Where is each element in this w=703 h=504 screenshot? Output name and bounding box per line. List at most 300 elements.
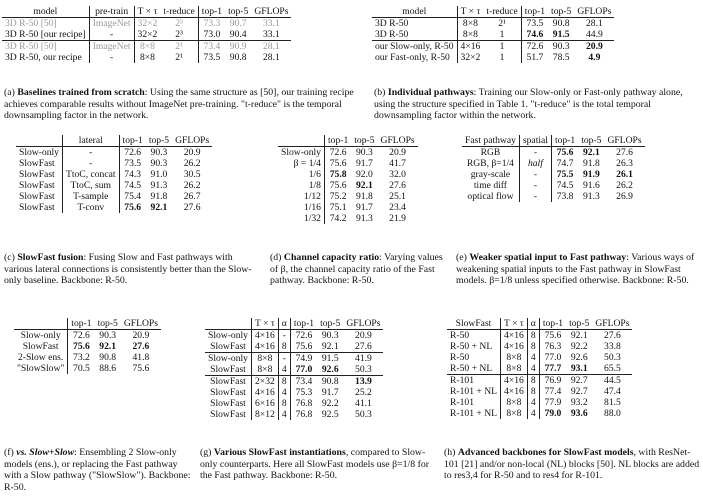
table-row xyxy=(372,18,614,30)
table-cell: SlowFast xyxy=(16,202,62,213)
table-cell: 77.0 xyxy=(544,352,562,363)
caption-text: (a) xyxy=(4,87,15,98)
table-cell: SlowFast xyxy=(205,409,251,420)
table-cell: 8 xyxy=(278,398,290,409)
caption-title: Advanced backbones for SlowFast models xyxy=(457,447,634,458)
table-cell: SlowFast xyxy=(16,158,62,169)
table-row xyxy=(447,375,632,387)
table-cell: 90.9 xyxy=(225,41,251,53)
caption-title: Individual pathways xyxy=(387,87,474,98)
col-header: α xyxy=(278,318,290,330)
table-cell: SlowFast xyxy=(205,341,251,353)
table-cell: 91.7 xyxy=(355,202,373,213)
table-cell: 4×16 xyxy=(500,341,527,352)
table-cell: 90.8 xyxy=(229,52,247,63)
table-row xyxy=(16,169,212,180)
table-cell: 3D R-50 [50] xyxy=(2,18,89,30)
table-cell: 4×16 xyxy=(251,387,278,398)
table-cell: 1/32 xyxy=(278,213,324,224)
table-cell: R-101 xyxy=(447,375,500,387)
caption-text: (c) xyxy=(4,252,15,263)
table-cell: R-50 + NL xyxy=(447,341,500,352)
table-cell: 50.3 xyxy=(604,352,621,363)
table-cell: 4 xyxy=(527,408,539,419)
table-cell: 4.9 xyxy=(588,52,601,63)
table-h-panel xyxy=(447,318,632,419)
col-header: model xyxy=(372,6,457,18)
col-header: GFLOPs xyxy=(574,6,614,18)
table-cell: 78.5 xyxy=(552,52,570,63)
table-cell: 27.6 xyxy=(183,202,201,213)
table-cell: 90.4 xyxy=(229,29,247,40)
table-g-panel xyxy=(205,318,383,420)
table-cell: 3D R-50, our recipe xyxy=(2,52,89,63)
col-header: top-5 xyxy=(225,6,251,18)
table-cell: Slow-only xyxy=(205,353,251,365)
table-cell: RGB xyxy=(462,147,519,159)
table-row xyxy=(278,213,418,224)
col-header: top-5 xyxy=(351,135,377,147)
table-cell: 90.3 xyxy=(150,147,168,158)
col-header: top-1 xyxy=(539,318,566,330)
col-header: GFLOPs xyxy=(251,6,291,18)
table-cell: 91.3 xyxy=(582,191,600,202)
table-cell: Slow-only xyxy=(14,330,68,342)
table-cell: 27.6 xyxy=(132,341,150,352)
table-cell: 26.3 xyxy=(616,158,633,169)
table-cell: 25.1 xyxy=(389,191,406,202)
table-cell: 70.5 xyxy=(73,363,90,374)
table-cell: R-101 xyxy=(447,397,500,408)
col-header: top-1 xyxy=(324,135,351,147)
col-header: top-1 xyxy=(290,318,317,330)
table-cell: 75.1 xyxy=(329,202,347,213)
table-cell: 75.6 xyxy=(73,341,90,352)
table-cell: SlowFast xyxy=(16,191,62,202)
table-row xyxy=(205,341,383,353)
caption-text: (g) xyxy=(200,447,212,458)
table-cell: SlowFast xyxy=(16,169,62,180)
table-cell: 90.3 xyxy=(99,330,117,341)
table-cell: time diff xyxy=(462,180,519,191)
table-cell: 88.6 xyxy=(99,363,117,374)
table-row xyxy=(372,41,614,53)
table-cell: 92.2 xyxy=(570,341,588,352)
table-cell: 93.6 xyxy=(570,408,588,419)
table-a-panel xyxy=(2,6,291,63)
table-cell: our Fast-only, R-50 xyxy=(372,52,457,63)
caption-f xyxy=(4,447,196,493)
table-cell: - xyxy=(519,169,551,180)
table-row xyxy=(205,409,383,420)
table-cell: 33.1 xyxy=(262,29,280,40)
col-header xyxy=(278,135,324,147)
table-cell: 2-Slow ens. xyxy=(14,352,68,363)
table-cell: - xyxy=(89,52,134,63)
col-header: GFLOPs xyxy=(592,318,632,330)
table-cell: gray-scale xyxy=(462,169,519,180)
table-cell: 44.9 xyxy=(585,29,603,40)
table-e-panel xyxy=(462,135,645,202)
table-cell: 92.1 xyxy=(355,180,373,191)
table-cell: 2³ xyxy=(160,29,198,41)
table-cell: 41.9 xyxy=(343,353,383,365)
table-cell: 91.9 xyxy=(582,169,600,180)
table-row xyxy=(447,397,632,408)
caption-text: , with ResNet-101 [21] and/or non-local (NL) blocks [50]. NL blocks are added to res3,4 for R-50 and to res4 for R-101. xyxy=(444,447,700,482)
table-row xyxy=(16,147,212,159)
table-cell: 8 xyxy=(278,376,290,388)
caption-h xyxy=(444,447,700,482)
table-cell: 93.2 xyxy=(570,397,588,408)
caption-text: : Varying values of β, the channel capacity ratio of the Fast pathway. Backbone: R-50. xyxy=(270,252,443,287)
table-row xyxy=(462,180,645,191)
col-header: GFLOPs xyxy=(172,135,212,147)
table-cell: 88.0 xyxy=(604,408,621,419)
table-cell: 8 xyxy=(278,341,290,353)
table-row xyxy=(205,387,383,398)
table-cell: 27.6 xyxy=(389,180,406,191)
table-cell: 2¹ xyxy=(160,41,198,53)
table-cell: 33.1 xyxy=(262,18,280,29)
table-row xyxy=(462,158,645,169)
table-cell: 26.2 xyxy=(616,180,633,191)
table-cell: β = 1/4 xyxy=(278,158,324,169)
col-header xyxy=(16,135,62,147)
table-cell: 72.6 xyxy=(329,147,347,158)
table-cell: 1/8 xyxy=(278,180,324,191)
col-header: t-reduce xyxy=(160,6,198,18)
table-cell: 4 xyxy=(527,397,539,408)
table-cell: - xyxy=(62,158,119,169)
col-header: Fast pathway xyxy=(462,135,519,147)
table-cell: 74.6 xyxy=(526,29,544,40)
table-cell: - xyxy=(278,330,290,342)
table-cell: R-50 xyxy=(447,330,500,342)
table-row xyxy=(447,408,632,419)
table-cell: ImageNet xyxy=(89,41,134,53)
table-cell: - xyxy=(278,353,290,365)
table-cell: 13.9 xyxy=(343,376,383,388)
table-cell: 93.1 xyxy=(570,363,588,374)
table-cell: 91.8 xyxy=(150,191,168,202)
table-cell: 1/6 xyxy=(278,169,324,180)
col-header: top-5 xyxy=(548,6,574,18)
caption-text: : Fusing Slow and Fast pathways with various lateral connections is consistently better than the Slow-only baseline. Backbone: R-50. xyxy=(4,252,252,287)
col-header: top-1 xyxy=(198,6,225,18)
table-cell: 30.5 xyxy=(183,169,201,180)
table-cell: 92.0 xyxy=(355,169,373,180)
table-cell: 4 xyxy=(278,364,290,376)
table-cell: 90.3 xyxy=(321,330,339,341)
table-row xyxy=(278,191,418,202)
table-cell: 20.9 xyxy=(132,330,150,341)
table-row xyxy=(447,363,632,375)
caption-c xyxy=(4,252,262,287)
table-cell: 8×8 xyxy=(500,397,527,408)
table-row xyxy=(278,169,418,180)
table-cell: 1 xyxy=(483,41,521,53)
col-header: T × τ xyxy=(457,6,483,18)
table-cell: Slow-only xyxy=(205,330,251,342)
table-cell: 91.8 xyxy=(355,191,373,202)
table-cell: 4 xyxy=(278,409,290,420)
table-row xyxy=(462,191,645,202)
table-cell: 3D R-50 xyxy=(372,18,457,30)
table-cell: 75.8 xyxy=(329,169,347,180)
table-row xyxy=(14,363,161,374)
col-header: GFLOPs xyxy=(378,135,418,147)
table-cell: 4×16 xyxy=(457,41,483,53)
table-cell: 90.8 xyxy=(317,376,343,388)
table-cell: 76.8 xyxy=(295,398,313,409)
table-cell: Slow-only xyxy=(16,147,62,159)
table-row xyxy=(205,330,383,342)
table-cell: 8×8 xyxy=(139,52,155,63)
table-cell: 91.8 xyxy=(582,158,600,169)
table-cell: 90.8 xyxy=(552,18,570,29)
table-cell: 51.7 xyxy=(526,52,544,63)
table-cell: 77.4 xyxy=(544,386,562,397)
caption-title: SlowFast fusion xyxy=(17,252,84,263)
table-cell: 1/12 xyxy=(278,191,324,202)
col-header: GFLOPs xyxy=(343,318,383,330)
caption-title: vs. Slow+Slow xyxy=(16,447,75,458)
table-cell: 21.9 xyxy=(389,213,406,224)
table-row xyxy=(462,147,645,159)
table-cell: 2×32 xyxy=(251,376,278,388)
table-cell: 47.4 xyxy=(604,386,621,397)
table-cell: 32×2 xyxy=(137,29,158,40)
caption-b xyxy=(374,87,696,122)
table-cell: 74.5 xyxy=(556,180,574,191)
table-row xyxy=(205,398,383,409)
table-row xyxy=(16,202,212,213)
table-cell: 74.5 xyxy=(124,180,142,191)
table-cell: "SlowSlow" xyxy=(14,363,68,374)
caption-g xyxy=(200,447,436,482)
table-cell: 4 xyxy=(278,387,290,398)
col-header: T × τ xyxy=(500,318,527,330)
table-cell: 32×2 xyxy=(460,52,481,63)
table-cell: 73.5 xyxy=(203,52,221,63)
table-cell: SlowFast xyxy=(205,364,251,376)
table-cell: - xyxy=(89,29,134,41)
caption-a xyxy=(4,87,354,122)
table-cell: 76.3 xyxy=(544,341,562,352)
table-cell: 91.3 xyxy=(150,180,168,191)
table-row xyxy=(16,158,212,169)
table-cell: SlowFast xyxy=(14,341,68,352)
table-f-panel xyxy=(14,318,161,374)
col-header: top-1 xyxy=(119,135,146,147)
table-cell: 77.7 xyxy=(544,363,562,374)
table-cell: 3D R-50 [50] xyxy=(2,41,89,53)
table-d xyxy=(278,135,418,224)
table-cell: 92.6 xyxy=(321,364,339,375)
table-cell: - xyxy=(519,180,551,191)
table-row xyxy=(447,341,632,352)
table-cell: 73.8 xyxy=(556,191,574,202)
col-header: T × τ xyxy=(251,318,278,330)
table-cell: 72.6 xyxy=(521,41,548,53)
table-cell: 8×8 xyxy=(462,18,478,29)
table-cell: 8×12 xyxy=(251,409,278,420)
table-cell: 75.6 xyxy=(544,330,562,341)
table-cell: 91.0 xyxy=(150,169,168,180)
table-row xyxy=(462,169,645,180)
table-cell: 90.3 xyxy=(150,158,168,169)
table-cell: 75.6 xyxy=(329,158,347,169)
col-header: top-5 xyxy=(578,135,604,147)
table-cell: 75.2 xyxy=(329,191,347,202)
table-cell: T-conv xyxy=(62,202,119,213)
table-cell: 75.6 xyxy=(124,202,142,213)
col-header: lateral xyxy=(62,135,119,147)
caption-title: Channel capacity ratio xyxy=(283,252,380,263)
table-cell: 28.1 xyxy=(251,41,291,53)
table-cell: 41.7 xyxy=(389,158,406,169)
col-header: pre-train xyxy=(89,6,134,18)
caption-d xyxy=(270,252,448,287)
table-cell: 2¹ xyxy=(160,52,198,63)
table-cell: 50.3 xyxy=(355,409,372,420)
table-cell: 41.1 xyxy=(355,398,372,409)
table-cell: 20.9 xyxy=(183,147,201,158)
caption-text: (h) xyxy=(444,447,456,458)
table-cell: 26.2 xyxy=(183,180,201,191)
col-header: top-5 xyxy=(95,318,121,330)
col-header: top-5 xyxy=(146,135,172,147)
table-cell: 4 xyxy=(527,363,539,375)
table-cell: 4×16 xyxy=(500,375,527,387)
table-cell: 20.9 xyxy=(355,330,372,341)
table-cell: 4×16 xyxy=(500,330,527,342)
table-cell: 91.3 xyxy=(355,213,373,224)
table-cell: 77.9 xyxy=(544,397,562,408)
table-row xyxy=(372,29,614,41)
table-row xyxy=(278,147,418,159)
table-cell: our Slow-only, R-50 xyxy=(372,41,457,53)
table-row xyxy=(16,191,212,202)
table-cell: 32×2 xyxy=(137,18,158,29)
table-cell: 75.6 xyxy=(295,341,313,352)
table-cell: 8 xyxy=(527,386,539,397)
table-cell: 91.6 xyxy=(582,180,600,191)
table-cell: 92.1 xyxy=(99,341,117,352)
table-cell: ImageNet xyxy=(89,18,134,30)
table-cell: R-50 + NL xyxy=(447,363,500,375)
caption-title: Weaker spatial input to Fast pathway xyxy=(469,252,627,263)
table-cell: SlowFast xyxy=(16,180,62,191)
table-cell: R-101 + NL xyxy=(447,408,500,419)
col-header xyxy=(14,318,68,330)
table-f xyxy=(14,318,161,374)
caption-text: , compared to Slow-only counterparts. Here all SlowFast models use β=1/8 for the Fast pathway. Backbone: R-50. xyxy=(200,447,429,482)
table-cell: 41.8 xyxy=(132,352,150,363)
table-cell: 20.9 xyxy=(389,147,406,158)
caption-text: : Using the same structure as [50], our training recipe achieves comparable results without ImageNet pre-training. "t-reduce" is the temporal downsampling factor in the network. xyxy=(4,87,354,122)
table-cell: 2¹ xyxy=(483,18,521,30)
table-cell: - xyxy=(519,147,551,159)
table-b-panel xyxy=(372,6,614,63)
table-cell: 28.1 xyxy=(262,52,280,63)
table-cell: 74.2 xyxy=(329,213,347,224)
table-cell: 3D R-50 xyxy=(372,29,457,41)
table-cell: 8×8 xyxy=(500,363,527,375)
table-cell: 8 xyxy=(527,341,539,352)
table-cell: RGB, β=1/4 xyxy=(462,158,519,169)
table-cell: 1/16 xyxy=(278,202,324,213)
table-cell: 27.6 xyxy=(616,147,633,158)
table-cell: - xyxy=(62,147,119,159)
table-cell: TtoC, sum xyxy=(62,180,119,191)
table-cell: 73.2 xyxy=(73,352,90,363)
table-cell: 2³ xyxy=(160,18,198,30)
table-cell: 73.0 xyxy=(203,29,221,40)
table-cell: 32.0 xyxy=(389,169,406,180)
table-row xyxy=(372,52,614,63)
caption-text: (f) xyxy=(4,447,14,458)
table-cell: 92.5 xyxy=(321,409,339,420)
table-cell: 73.5 xyxy=(124,158,142,169)
table-cell: 44.5 xyxy=(592,375,632,387)
table-cell: 8×8 xyxy=(500,408,527,419)
table-cell: 91.7 xyxy=(355,158,373,169)
table-cell: 4×16 xyxy=(500,386,527,397)
table-cell: 75.4 xyxy=(124,191,142,202)
table-row xyxy=(16,180,212,191)
table-cell: 20.9 xyxy=(574,41,614,53)
col-header: t-reduce xyxy=(483,6,521,18)
table-cell: 92.1 xyxy=(570,330,588,341)
caption-text: : Ensembling 2 Slow-only models (ens.), or replacing the Fast pathway with a Slow pathway ("SlowSlow"). Backbone: R-50. xyxy=(4,447,191,493)
table-row xyxy=(2,41,291,53)
table-cell: 77.0 xyxy=(295,364,313,375)
table-cell: 3D R-50 [our recipe] xyxy=(2,29,89,41)
table-cell: 8 xyxy=(527,375,539,387)
table-cell: 28.1 xyxy=(585,18,603,29)
table-cell: optical flow xyxy=(462,191,519,202)
table-cell: 25.2 xyxy=(355,387,372,398)
col-header: model xyxy=(2,6,89,18)
col-header: GFLOPs xyxy=(604,135,644,147)
table-cell: 92.6 xyxy=(570,352,588,363)
table-cell: 26.2 xyxy=(183,158,201,169)
table-cell: 8×8 xyxy=(134,41,160,53)
table-c xyxy=(16,135,212,213)
table-cell: SlowFast xyxy=(205,398,251,409)
table-cell: 26.9 xyxy=(616,191,633,202)
table-row xyxy=(447,330,632,342)
table-cell: - xyxy=(519,191,551,202)
table-row xyxy=(2,29,291,41)
table-cell: 92.2 xyxy=(321,398,339,409)
table-cell: 8×8 xyxy=(500,352,527,363)
table-cell: half xyxy=(519,158,551,169)
table-cell: 74.9 xyxy=(290,353,317,365)
table-row xyxy=(205,353,383,365)
table-cell: 73.4 xyxy=(290,376,317,388)
caption-e xyxy=(456,252,698,287)
table-cell: 73.3 xyxy=(203,18,221,29)
col-header: top-5 xyxy=(317,318,343,330)
table-cell: 91.5 xyxy=(552,29,570,40)
table-cell: 92.7 xyxy=(566,375,592,387)
table-row xyxy=(278,180,418,191)
table-cell: 50.3 xyxy=(355,364,372,375)
table-cell: 75.6 xyxy=(329,180,347,191)
